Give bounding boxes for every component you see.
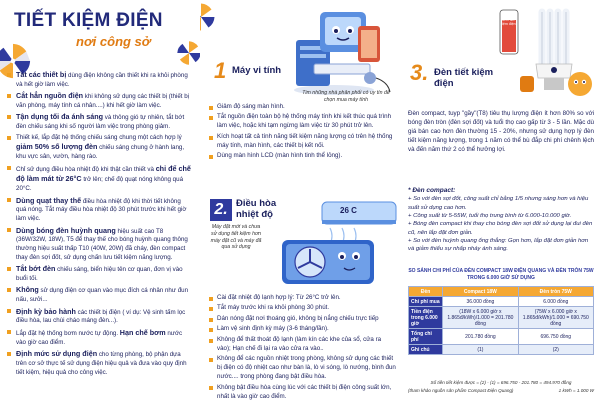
- table-cell: (75W x 6.000 giờ x 1.865đ/kWh)/1.000 = 690.750 đồng: [518, 307, 593, 329]
- tip-item: [4, 112, 192, 132]
- table-row: [409, 297, 594, 307]
- emphasis-text: Tắt các thiết bị: [16, 70, 67, 79]
- tips-list: [4, 70, 192, 379]
- tip-item: [4, 307, 192, 327]
- table-cell: (1): [443, 345, 518, 355]
- section-1-title: Máy vi tính: [232, 65, 282, 76]
- pinwheel-small-icon: [176, 40, 200, 66]
- body-text: cho từng phòng, bộ phận dựa trên cơ sở thực tế sử dụng điện hiệu quả và đưa vào quy định tiết kiệm, hiệu quả cho công việc.: [16, 351, 187, 376]
- air-conditioner-tips-list: [206, 294, 396, 403]
- emphasis-text: Cắt hẳn nguồn điện: [16, 91, 84, 101]
- list-item: Không bật điều hòa cùng lúc với các thiết bị điện công suất lớn, nhất là vào giờ cao điểm.: [206, 384, 396, 402]
- table-cell: 36.000 đồng: [443, 297, 518, 307]
- tip-item: [4, 134, 192, 162]
- table-row: [409, 329, 594, 345]
- section-2-number: 2.: [210, 199, 232, 221]
- page-subtitle: nơi công sở: [76, 34, 151, 49]
- temperature-label: 26 C: [340, 206, 357, 215]
- cost-comparison-table: [408, 286, 594, 355]
- list-item: Làm vệ sinh định kỳ máy (3-6 tháng/lần).: [206, 325, 396, 334]
- note-line: + So với đèn huỳnh quang ống thẳng: Gọn hơn, lắp đặt đơn giản hơn và giảm thiểu sự nhấp nháy ánh sáng.: [408, 238, 589, 253]
- table-cell: (2): [518, 345, 593, 355]
- tip-item: [4, 91, 192, 111]
- body-text: dùng điện không cần thiết khi ra khỏi phòng và hết giờ làm việc.: [16, 72, 188, 88]
- section-3-title: Đèn tiết kiệm điện: [434, 67, 494, 89]
- tip-item: [4, 164, 192, 194]
- emphasis-text: Tắt bớt đèn: [16, 264, 56, 274]
- column-devices: [200, 0, 400, 410]
- caption-computer: Tim những nhà phân phối có uy tín để chọn mua máy tính: [302, 90, 390, 103]
- compact-notes: [408, 186, 594, 254]
- body-text: điều hòa nhiệt độ khi thời tiết không quá nóng. Tắt máy điều hòa nhiệt độ 30 phút trước khi hết giờ làm việc.: [16, 197, 187, 223]
- computer-mascot-illustration: [290, 6, 398, 98]
- lamp-paragraph: Đèn compact, tuyp "gầy"(T8) tiêu thụ lượng điện ít hơn 80% so với bóng đèn tròn (đèn sợi đốt) và tuổi thọ cao gấp từ 3 - 5 lần. Mặc dù giá bán cao hơn đèn thường 15 - 20%, nhưng sử dụng hợp lý đèn tiết kiệm năng lượng, trong 1 năm có thể bù đắp chi phí chênh lệch và đến năm thứ 2 có thể hưởng lợi.: [408, 110, 594, 153]
- emphasis-text: Không: [16, 285, 39, 295]
- list-item: Dùng màn hình LCD (màn hình tinh thể lỏng).: [206, 152, 396, 161]
- tip-item: [4, 264, 192, 284]
- computer-tips-list: [206, 103, 396, 163]
- table-cell: 696.750 đồng: [518, 329, 593, 345]
- row-label: Chi phí mua: [409, 297, 443, 307]
- table-cell: (18W x 6.000 giờ x 1.865đ/kWh)/1.000 = 201.780 đồng: [443, 307, 518, 329]
- caption-air-conditioner: Máy đặt mới và chưa sử dụng tiết kiệm hơn máy đặt cũ và máy đã qua sử dụng: [210, 224, 262, 251]
- row-label: Tổng chi phí: [409, 329, 443, 345]
- row-label: Tiền điện trong 6.000 giờ: [409, 307, 443, 329]
- emphasis-text: Dùng quạt thay thế: [16, 195, 82, 205]
- table-row: [409, 345, 594, 355]
- body-text: Chỉ sử dụng điều hòa nhiệt độ khi thật cần thiết và: [16, 165, 156, 173]
- emphasis-text: chỉ để chế độ làm mát từ 26°C: [16, 163, 191, 184]
- table-header-row: [409, 287, 594, 297]
- tip-item: [4, 70, 192, 90]
- list-item: Không để thất thoát độ lạnh (làm kín các khe của sổ, cửa ra vào); Hạn chế đi lại ra vào cửa ra vào..: [206, 336, 396, 354]
- compact-notes-title: * Đèn compact:: [408, 187, 456, 194]
- list-item: Kích hoạt tất cả tính năng tiết kiệm năng lượng có trên hệ thống máy tính, màn hình, các thiết bị kết nối.: [206, 133, 396, 151]
- list-item: Cài đặt nhiệt độ lạnh hợp lý: Từ 26°C trở lên.: [206, 294, 396, 303]
- percent-saving-label: 80% tiết kiệm điện: [500, 18, 516, 27]
- tip-item: [4, 328, 192, 348]
- section-3-number: 3.: [410, 60, 429, 85]
- row-label: Ghi chú: [409, 345, 443, 355]
- section-1-number: 1: [214, 58, 227, 83]
- body-text: trở lên; chế độ quạt nóng không quá 20°C.: [16, 176, 184, 193]
- emphasis-text: Tận dụng tối đa ánh sáng: [16, 112, 104, 122]
- note-line: + Bóng đèn compact khi thay cho bóng đèn sợi đốt sử dụng lại đui đèn cũ, nên lắp đặt đơn giản.: [408, 221, 593, 236]
- note-line: + So với đèn sợi đốt, công suất chỉ bằng 1/5 nhưng sáng hơn và hiệu suất sử dụng cao hơn.: [408, 196, 589, 211]
- body-text: và thông gió tự nhiên, tắt bớt đèn chiếu sáng khi số người làm việc trong phòng giảm.: [16, 114, 185, 131]
- pinwheel-corner-icon: [200, 2, 216, 32]
- body-text: khi không sử dụng các thiết bị (thiết bị văn phòng, máy tính cá nhân....) khi hết giờ làm việc.: [16, 93, 190, 109]
- emphasis-text: Dùng bóng đèn huỳnh quang: [16, 225, 116, 235]
- note-line: + Công suất từ 5-55W, tuổi thọ trung bình từ 6.000-10.000 giờ.: [408, 212, 572, 219]
- source-footnote: (tham khảo nguồn sản phẩm Compact Điện Quang): [408, 388, 514, 393]
- body-text: sử dụng điện cơ quan vào mục đích cá nhân như đun nấu, sưởi...: [16, 287, 189, 304]
- table-row: [409, 307, 594, 329]
- emphasis-text: Định mức sử dụng điện: [16, 349, 98, 359]
- emphasis-text: Hạn chế bơm: [119, 327, 166, 337]
- list-item: Tắt máy trước khi ra khỏi phòng 30 phút.: [206, 304, 396, 313]
- body-text: chiếu sáng chung ở hành lang, khu vực sân, vườn, hàng rào.: [16, 144, 185, 161]
- table-header: Đèn tròn 75W: [518, 287, 593, 297]
- body-text: Lắp đặt hệ thống bơm nước tự động.: [16, 329, 120, 337]
- air-conditioner-illustration: [260, 198, 398, 288]
- section-2-title: Điều hòa nhiệt độ: [236, 198, 277, 220]
- body-text: các thiết bị điện ( ví dụ: Vệ sinh tấm lọc điều hòa, lau chùi cháo máng đèn...).: [16, 308, 186, 325]
- list-item: Không để các nguồn nhiệt trong phòng, không sử dụng các thiết bị điện có độ nhiệt cao như bàn là, lò vi sóng, lò nướng, bình đun nước.... trong phòng đang bật điều hòa.: [206, 355, 396, 382]
- body-text: hiệu suất cao T8 (36W/32W, 18W), T5 để thay thế cho bóng huỳnh quang thông thường hiệu suất thấp T10 (40W, 20W) đã cháy, đèn compact thay đèn sợi đốt, sử dụng chấn lưu tiết kiệm năng lượng.: [16, 227, 188, 261]
- tip-item: [4, 285, 192, 305]
- table-cell: 6.000 đồng: [518, 297, 593, 307]
- savings-footnote: Số tiền tiết kiệm được = (2) - (1) = 696.750 - 201.780 = 494.970 đồng: [430, 380, 572, 385]
- body-text: nước vào giờ cao điểm.: [16, 329, 183, 346]
- emphasis-text: giảm 50% số lượng đèn: [16, 142, 98, 152]
- column-lamps: [400, 0, 600, 410]
- table-header: Compact 18W: [443, 287, 518, 297]
- body-text: Thiết kế, lắp đặt hệ thống chiếu sáng chung một cách hợp lý: [16, 133, 182, 141]
- compact-notes-list: [408, 195, 594, 254]
- emphasis-text: Định kỳ bảo hành: [16, 306, 76, 316]
- tip-item: [4, 349, 192, 377]
- list-item: Giảm độ sáng màn hình.: [206, 103, 396, 112]
- table-title: SO SÁNH CHI PHÍ CỦA ĐÈN COMPACT 18W ĐIỆN QUANG VÀ ĐÈN TRÒN 75W TRONG 6.000 GIỜ SỬ DỤNG: [408, 268, 594, 281]
- table-cell: 201.780 đồng: [443, 329, 518, 345]
- table-header: Đèn: [409, 287, 443, 297]
- list-item: Tắt nguồn điện toàn bộ hệ thống máy tính khi kết thúc quá trình làm việc, hoặc khi tạm ngừng làm việc từ 30 phút trở lên.: [206, 113, 396, 131]
- column-tips: [0, 0, 200, 410]
- tip-item: [4, 226, 192, 263]
- list-item: Dán nóng đặt nơi thoáng gió, không bị nắng chiếu trực tiếp: [206, 315, 396, 324]
- page-title: TIẾT KIỆM ĐIỆN: [14, 10, 163, 31]
- body-text: chiếu sáng, biển hiệu tên cơ quan, đơn vị vào buổi tối.: [16, 266, 183, 283]
- unit-footnote: 1 kWh = 1.000 W: [558, 388, 594, 393]
- tip-item: [4, 196, 192, 224]
